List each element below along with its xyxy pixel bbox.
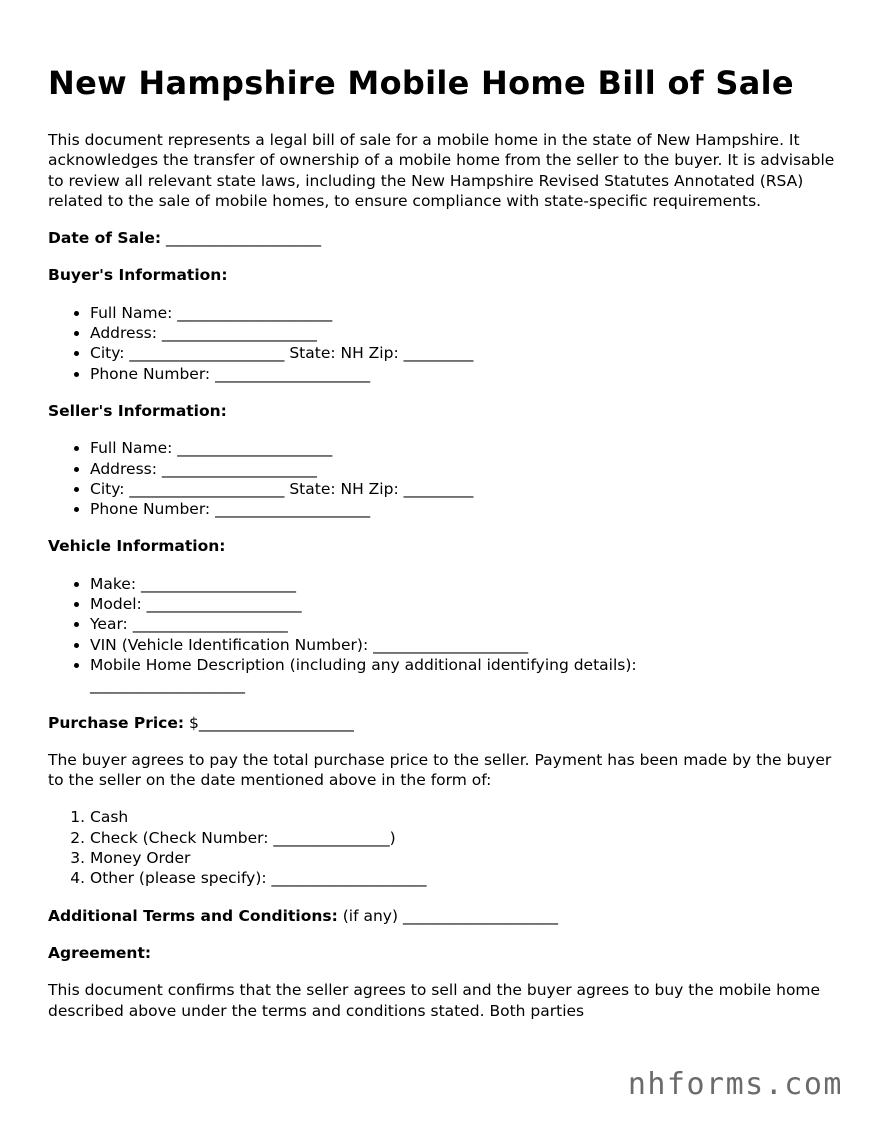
payment-paragraph: The buyer agrees to pay the total purchase price to the seller. Payment has been made by the buyer to the seller on the date mentioned above in the form of: xyxy=(48,750,832,790)
seller-address: • Address: ____________________ xyxy=(90,459,838,479)
vehicle-vin: • VIN (Vehicle Identification Number): ____________________ xyxy=(90,635,838,655)
payment-option-money-order: 3. Money Order xyxy=(90,848,838,868)
document-title: New Hampshire Mobile Home Bill of Sale xyxy=(48,64,794,102)
additional-terms-line xyxy=(48,906,838,926)
vehicle-model: • Model: ____________________ xyxy=(90,594,838,614)
payment-option-check: 2. Check (Check Number: _______________) xyxy=(90,828,838,848)
buyer-heading-text: Buyer's Information: xyxy=(48,266,228,285)
vehicle-info-list xyxy=(48,574,838,696)
seller-full-name: • Full Name: ____________________ xyxy=(90,438,838,458)
seller-heading-text: Seller's Information: xyxy=(48,401,227,420)
payment-option-other: 4. Other (please specify): ____________________ xyxy=(90,868,838,888)
seller-heading xyxy=(48,401,838,421)
buyer-city-state-zip: • City: ____________________ State: NH Zip: _________ xyxy=(90,343,838,363)
payment-option-cash: 1. Cash xyxy=(90,807,838,827)
buyer-heading xyxy=(48,265,838,285)
date-of-sale-line xyxy=(48,228,838,248)
vehicle-description xyxy=(90,655,838,696)
intro-paragraph: This document represents a legal bill of sale for a mobile home in the state of New Hampshire. It acknowledges the transfer of ownership of a mobile home from the seller to the buyer. It is advisable to review all relevant state laws, including the New Hampshire Revised Statutes Annotated (RSA) related to the sale of mobile homes, to ensure compliance with state-specific requirements. xyxy=(48,131,835,210)
purchase-price-blank: $____________________ xyxy=(189,713,354,732)
purchase-price-line xyxy=(48,713,838,733)
vehicle-make: • Make: ____________________ xyxy=(90,574,838,594)
agreement-heading-text: Agreement: xyxy=(48,943,152,962)
additional-terms-rest: (if any) ____________________ xyxy=(342,906,558,925)
site-watermark: nhforms.com xyxy=(627,1067,843,1102)
buyer-phone: • Phone Number: ____________________ xyxy=(90,364,838,384)
date-of-sale-label: Date of Sale: xyxy=(48,229,162,248)
agreement-paragraph: This document confirms that the seller agrees to sell and the buyer agrees to buy the mobile home described above under the terms and conditions stated. Both parties xyxy=(48,981,821,1020)
vehicle-heading-text: Vehicle Information: xyxy=(48,537,226,556)
payment-options-list xyxy=(48,807,838,888)
buyer-address: • Address: ____________________ xyxy=(90,323,838,343)
purchase-price-label: Purchase Price: xyxy=(48,713,185,732)
seller-phone: • Phone Number: ____________________ xyxy=(90,499,838,519)
additional-terms-label: Additional Terms and Conditions: xyxy=(48,906,338,925)
seller-info-list xyxy=(48,438,838,519)
buyer-info-list xyxy=(48,303,838,384)
buyer-full-name: • Full Name: ____________________ xyxy=(90,303,838,323)
agreement-heading xyxy=(48,943,838,963)
date-of-sale-blank: ____________________ xyxy=(166,229,322,248)
document-page xyxy=(48,0,838,1021)
vehicle-description-blank: ____________________ xyxy=(90,676,245,695)
vehicle-heading xyxy=(48,536,838,556)
vehicle-description-text: Mobile Home Description (including any additional identifying details): xyxy=(90,655,637,674)
vehicle-year: • Year: ____________________ xyxy=(90,614,838,634)
seller-city-state-zip: • City: ____________________ State: NH Zip: _________ xyxy=(90,479,838,499)
